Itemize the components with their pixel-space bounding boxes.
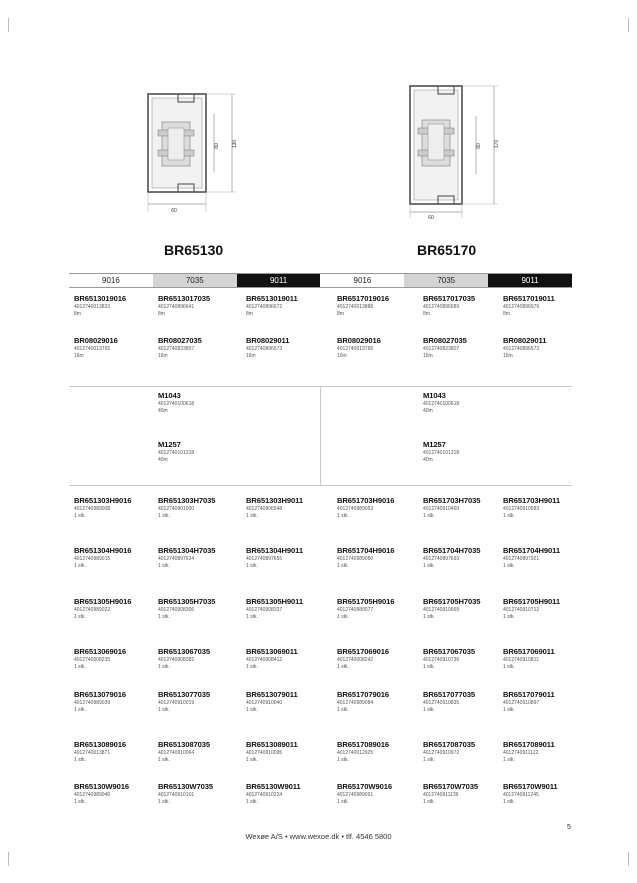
ean-number: 4012740896573	[503, 346, 540, 352]
package-quantity: 1 stk.	[246, 563, 258, 569]
package-quantity: 1 stk.	[74, 799, 86, 805]
product-cell	[158, 546, 242, 570]
ean-number: 4012740908306	[158, 607, 195, 613]
product-code: BR08029016	[74, 336, 118, 345]
product-cell	[158, 391, 242, 415]
product-cell	[503, 690, 587, 714]
product-cell	[158, 440, 242, 464]
product-cell	[337, 647, 421, 671]
product-code: BR651704H7035	[423, 546, 481, 555]
product-cell	[158, 782, 242, 806]
ean-number: 4012740910835	[423, 700, 460, 706]
product-code: BR6513077035	[158, 690, 211, 699]
ean-number: 4012740008242	[337, 657, 374, 663]
dim-inner: 80	[214, 143, 220, 149]
product-code: BR65170W9016	[337, 782, 392, 791]
profile-drawing-br65130	[138, 88, 248, 218]
ean-number: 4012740013833	[74, 304, 111, 310]
package-quantity: 1 stk.	[423, 757, 435, 763]
product-code: BR6513019011	[246, 294, 298, 303]
ean-number: 4012740897921	[503, 556, 540, 562]
product-cell	[423, 690, 507, 714]
ean-number: 4012740910972	[423, 750, 460, 756]
ean-number: 4012740823807	[423, 346, 460, 352]
product-cell	[74, 336, 158, 360]
color-header	[69, 273, 572, 288]
package-quantity: 1 stk.	[246, 664, 258, 670]
product-cell	[158, 740, 242, 764]
package-quantity: 1 stk.	[423, 563, 435, 569]
package-quantity: 1 stk.	[337, 513, 349, 519]
package-quantity: 1 stk.	[74, 707, 86, 713]
package-quantity: 1 stk.	[423, 799, 435, 805]
package-quantity: 8m	[423, 311, 430, 317]
product-cell	[74, 546, 158, 570]
product-code: BR651304H9016	[74, 546, 132, 555]
dim-inner: 80	[476, 143, 482, 149]
ean-number: 4012740896689	[423, 304, 460, 310]
product-code: BR651704H9011	[503, 546, 560, 555]
product-cell	[158, 294, 242, 318]
ean-number: 4012740896979	[503, 304, 540, 310]
ean-number: 4012740008235	[74, 657, 111, 663]
product-cell	[503, 740, 587, 764]
product-cell	[74, 647, 158, 671]
package-quantity: 1 stk.	[423, 707, 435, 713]
product-cell	[246, 294, 330, 318]
product-cell	[337, 294, 421, 318]
product-cell	[337, 740, 421, 764]
ean-number: 4012740989046	[74, 792, 111, 798]
ean-number: 4012740823807	[158, 346, 195, 352]
ean-number: 4012740989091	[337, 792, 374, 798]
product-title: BR65170	[417, 242, 477, 258]
color-header-cell: 7035	[404, 274, 488, 287]
package-quantity: 8m	[503, 311, 510, 317]
ean-number: 4012740989077	[337, 607, 374, 613]
ean-number: 4012740013871	[74, 750, 111, 756]
ean-number: 4012740896672	[246, 304, 283, 310]
product-cell	[74, 496, 158, 520]
product-code: BR65130W9011	[246, 782, 301, 791]
ean-number: 4012740896573	[246, 346, 283, 352]
product-code: BR6513069016	[74, 647, 127, 656]
product-code: BR651303H9016	[74, 496, 132, 505]
section-divider	[69, 485, 572, 486]
product-cell	[423, 391, 507, 415]
ean-number: 4012740989015	[74, 556, 111, 562]
package-quantity: 1 stk.	[158, 664, 170, 670]
product-cell	[503, 496, 587, 520]
ean-number: 4012740101318	[423, 450, 460, 456]
package-quantity: 16m	[503, 353, 513, 359]
package-quantity: 1 stk.	[337, 563, 349, 569]
package-quantity: 16m	[337, 353, 347, 359]
ean-number: 4012740910736	[423, 657, 460, 663]
package-quantity: 8m	[246, 311, 253, 317]
package-quantity: 1 stk.	[158, 614, 170, 620]
product-cell	[74, 597, 158, 621]
package-quantity: 1 stk.	[158, 563, 170, 569]
package-quantity: 1 stk.	[337, 707, 349, 713]
product-cell	[246, 546, 330, 570]
ean-number: 4012740897624	[158, 556, 195, 562]
ean-number: 4012740910668	[423, 607, 460, 613]
package-quantity: 1 stk.	[158, 707, 170, 713]
color-header-cell: 9016	[102, 276, 120, 285]
package-quantity: 1 stk.	[246, 707, 258, 713]
product-cell	[423, 740, 507, 764]
ean-number: 4012740910101	[158, 792, 195, 798]
package-quantity: 1 stk.	[337, 664, 349, 670]
ean-number: 4012740989053	[337, 506, 374, 512]
product-cell	[246, 782, 330, 806]
product-code: BR651703H9016	[337, 496, 395, 505]
ean-number: 4012740911139	[423, 792, 459, 798]
package-quantity: 1 stk.	[503, 614, 515, 620]
ean-number: 4012740013888	[337, 304, 374, 310]
dim-width: 60	[171, 208, 177, 214]
ean-number: 4012740911245	[503, 792, 539, 798]
ean-number: 4012740910712	[503, 607, 540, 613]
color-header-cell: 7035	[153, 274, 237, 287]
product-code: BR6513069011	[246, 647, 298, 656]
product-cell	[503, 294, 587, 318]
crop-mark	[8, 18, 9, 32]
product-cell	[337, 782, 421, 806]
package-quantity: 40m	[423, 457, 433, 463]
product-code: BR651305H7035	[158, 597, 216, 606]
package-quantity: 8m	[74, 311, 81, 317]
product-code: BR651305H9011	[246, 597, 303, 606]
package-quantity: 1 stk.	[503, 757, 515, 763]
product-cell	[503, 782, 587, 806]
product-cell	[423, 336, 507, 360]
package-quantity: 1 stk.	[158, 757, 170, 763]
product-cell	[337, 597, 421, 621]
package-quantity: 1 stk.	[423, 614, 435, 620]
package-quantity: 1 stk.	[74, 513, 86, 519]
product-cell	[423, 440, 507, 464]
product-code: BR651303H7035	[158, 496, 216, 505]
product-code: M1043	[423, 391, 446, 400]
product-code: BR6517017035	[423, 294, 476, 303]
product-code: BR08029011	[503, 336, 547, 345]
dim-outer: 170	[494, 139, 500, 149]
product-code: BR6517077035	[423, 690, 476, 699]
product-code: BR65130W9016	[74, 782, 129, 791]
product-cell	[246, 496, 330, 520]
product-code: BR08029011	[246, 336, 290, 345]
package-quantity: 1 stk.	[246, 757, 258, 763]
ean-number: 4012740897693	[423, 556, 460, 562]
package-quantity: 1 stk.	[74, 614, 86, 620]
product-cell	[337, 496, 421, 520]
product-cell	[423, 546, 507, 570]
product-code: BR6517019016	[337, 294, 390, 303]
ean-number: 4012740013765	[337, 346, 374, 352]
package-quantity: 1 stk.	[337, 799, 349, 805]
product-code: BR6513079016	[74, 690, 127, 699]
profile-drawing-br65170	[398, 78, 508, 223]
product-code: BR08027035	[423, 336, 467, 345]
product-code: BR6513017035	[158, 294, 211, 303]
product-cell	[337, 546, 421, 570]
product-cell	[158, 496, 242, 520]
product-code: M1257	[423, 440, 446, 449]
package-quantity: 1 stk.	[246, 513, 258, 519]
package-quantity: 1 stk.	[246, 799, 258, 805]
package-quantity: 1 stk.	[503, 799, 515, 805]
product-code: BR6513079011	[246, 690, 298, 699]
ean-number: 4012740989039	[74, 700, 111, 706]
product-code: BR651304H7035	[158, 546, 216, 555]
product-cell	[158, 647, 242, 671]
ean-number: 4012740910897	[503, 700, 540, 706]
color-header-cell: 9011	[488, 274, 572, 287]
product-code: BR6513089016	[74, 740, 127, 749]
package-quantity: 1 stk.	[158, 513, 170, 519]
product-code: BR651304H9011	[246, 546, 303, 555]
ean-number: 4012740910460	[423, 506, 460, 512]
ean-number: 4012740897655	[246, 556, 283, 562]
product-cell	[246, 690, 330, 714]
product-cell	[74, 740, 158, 764]
package-quantity: 16m	[158, 353, 168, 359]
product-cell	[158, 597, 242, 621]
product-cell	[503, 336, 587, 360]
color-header-cell: 9011	[237, 274, 321, 287]
package-quantity: 16m	[423, 353, 433, 359]
package-quantity: 16m	[246, 353, 256, 359]
product-code: BR6517069016	[337, 647, 390, 656]
ean-number: 4012740013765	[74, 346, 111, 352]
product-cell	[423, 782, 507, 806]
package-quantity: 1 stk.	[503, 664, 515, 670]
package-quantity: 1 stk.	[423, 664, 435, 670]
package-quantity: 40m	[423, 408, 433, 414]
product-cell	[423, 496, 507, 520]
product-code: BR6517089011	[503, 740, 555, 749]
product-code: BR6517089016	[337, 740, 390, 749]
product-code: BR651305H9016	[74, 597, 132, 606]
ean-number: 4012740908337	[246, 607, 283, 613]
package-quantity: 1 stk.	[74, 563, 86, 569]
ean-number: 4012740910224	[246, 792, 283, 798]
product-cell	[246, 740, 330, 764]
ean-number: 4012740101318	[158, 450, 195, 456]
product-code: BR651703H7035	[423, 496, 481, 505]
ean-number: 4012740908382	[158, 657, 195, 663]
package-quantity: 16m	[74, 353, 84, 359]
product-cell	[503, 546, 587, 570]
column-divider	[320, 386, 321, 485]
product-cell	[503, 647, 587, 671]
crop-mark	[628, 18, 629, 32]
ean-number: 4012740910583	[503, 506, 540, 512]
ean-number: 4012740911122	[503, 750, 539, 756]
product-cell	[158, 690, 242, 714]
ean-number: 4012740908412	[246, 657, 283, 663]
package-quantity: 1 stk.	[337, 614, 349, 620]
product-code: BR65130W7035	[158, 782, 213, 791]
ean-number: 4012740989060	[337, 556, 374, 562]
product-code: M1257	[158, 440, 181, 449]
product-code: BR08027035	[158, 336, 202, 345]
product-code: BR651703H9011	[503, 496, 560, 505]
ean-number: 4012740910064	[158, 750, 195, 756]
product-code: BR6517069011	[503, 647, 555, 656]
ean-number: 4012740100618	[423, 401, 460, 407]
package-quantity: 8m	[337, 311, 344, 317]
product-code: BR651705H7035	[423, 597, 481, 606]
package-quantity: 1 stk.	[246, 614, 258, 620]
product-cell	[337, 690, 421, 714]
product-code: BR08029016	[337, 336, 381, 345]
package-quantity: 1 stk.	[74, 664, 86, 670]
crop-mark	[8, 852, 9, 866]
product-cell	[423, 647, 507, 671]
product-cell	[423, 294, 507, 318]
product-cell	[74, 782, 158, 806]
product-code: BR651303H9011	[246, 496, 303, 505]
ean-number: 4012740989008	[74, 506, 111, 512]
product-code: BR6517067035	[423, 647, 476, 656]
package-quantity: 8m	[158, 311, 165, 317]
product-cell	[246, 336, 330, 360]
product-cell	[158, 336, 242, 360]
product-code: BR6517079011	[503, 690, 555, 699]
ean-number: 4012740906548	[246, 506, 283, 512]
crop-mark	[628, 852, 629, 866]
product-code: BR6517019011	[503, 294, 555, 303]
ean-number: 4012740910095	[246, 750, 283, 756]
package-quantity: 1 stk.	[503, 513, 515, 519]
product-code: BR6513019016	[74, 294, 127, 303]
product-code: BR6513067035	[158, 647, 211, 656]
package-quantity: 1 stk.	[503, 707, 515, 713]
product-code: BR65170W7035	[423, 782, 478, 791]
product-code: BR6517079016	[337, 690, 390, 699]
page-number: 5	[567, 824, 571, 831]
footer: Wexøe A/S • www.wexoe.dk • tlf. 4546 5800	[245, 832, 392, 841]
package-quantity: 1 stk.	[158, 799, 170, 805]
ean-number: 4012740910811	[503, 657, 539, 663]
ean-number: 4012740989084	[337, 700, 374, 706]
dim-width: 60	[428, 215, 434, 221]
product-code: BR6513089011	[246, 740, 298, 749]
package-quantity: 1 stk.	[337, 757, 349, 763]
ean-number: 4012740012925	[337, 750, 374, 756]
package-quantity: 40m	[158, 457, 168, 463]
product-code: BR6517087035	[423, 740, 476, 749]
product-cell	[246, 597, 330, 621]
package-quantity: 1 stk.	[503, 563, 515, 569]
ean-number: 4012740901000	[158, 506, 195, 512]
product-code: BR6513087035	[158, 740, 211, 749]
product-code: BR651705H9011	[503, 597, 560, 606]
package-quantity: 1 stk.	[423, 513, 435, 519]
product-code: M1043	[158, 391, 181, 400]
product-cell	[337, 336, 421, 360]
product-cell	[503, 597, 587, 621]
package-quantity: 40m	[158, 408, 168, 414]
ean-number: 4012740896641	[158, 304, 195, 310]
ean-number: 4012740910040	[246, 700, 283, 706]
product-code: BR65170W9011	[503, 782, 558, 791]
ean-number: 4012740100618	[158, 401, 195, 407]
dim-outer: 130	[232, 139, 238, 149]
product-code: BR651705H9016	[337, 597, 395, 606]
product-cell	[74, 690, 158, 714]
product-title: BR65130	[164, 242, 224, 258]
ean-number: 4012740989022	[74, 607, 111, 613]
product-cell	[74, 294, 158, 318]
package-quantity: 1 stk.	[74, 757, 86, 763]
product-code: BR651704H9016	[337, 546, 395, 555]
ean-number: 4012740910019	[158, 700, 195, 706]
color-header-cell: 9016	[353, 276, 372, 285]
product-cell	[246, 647, 330, 671]
product-cell	[423, 597, 507, 621]
